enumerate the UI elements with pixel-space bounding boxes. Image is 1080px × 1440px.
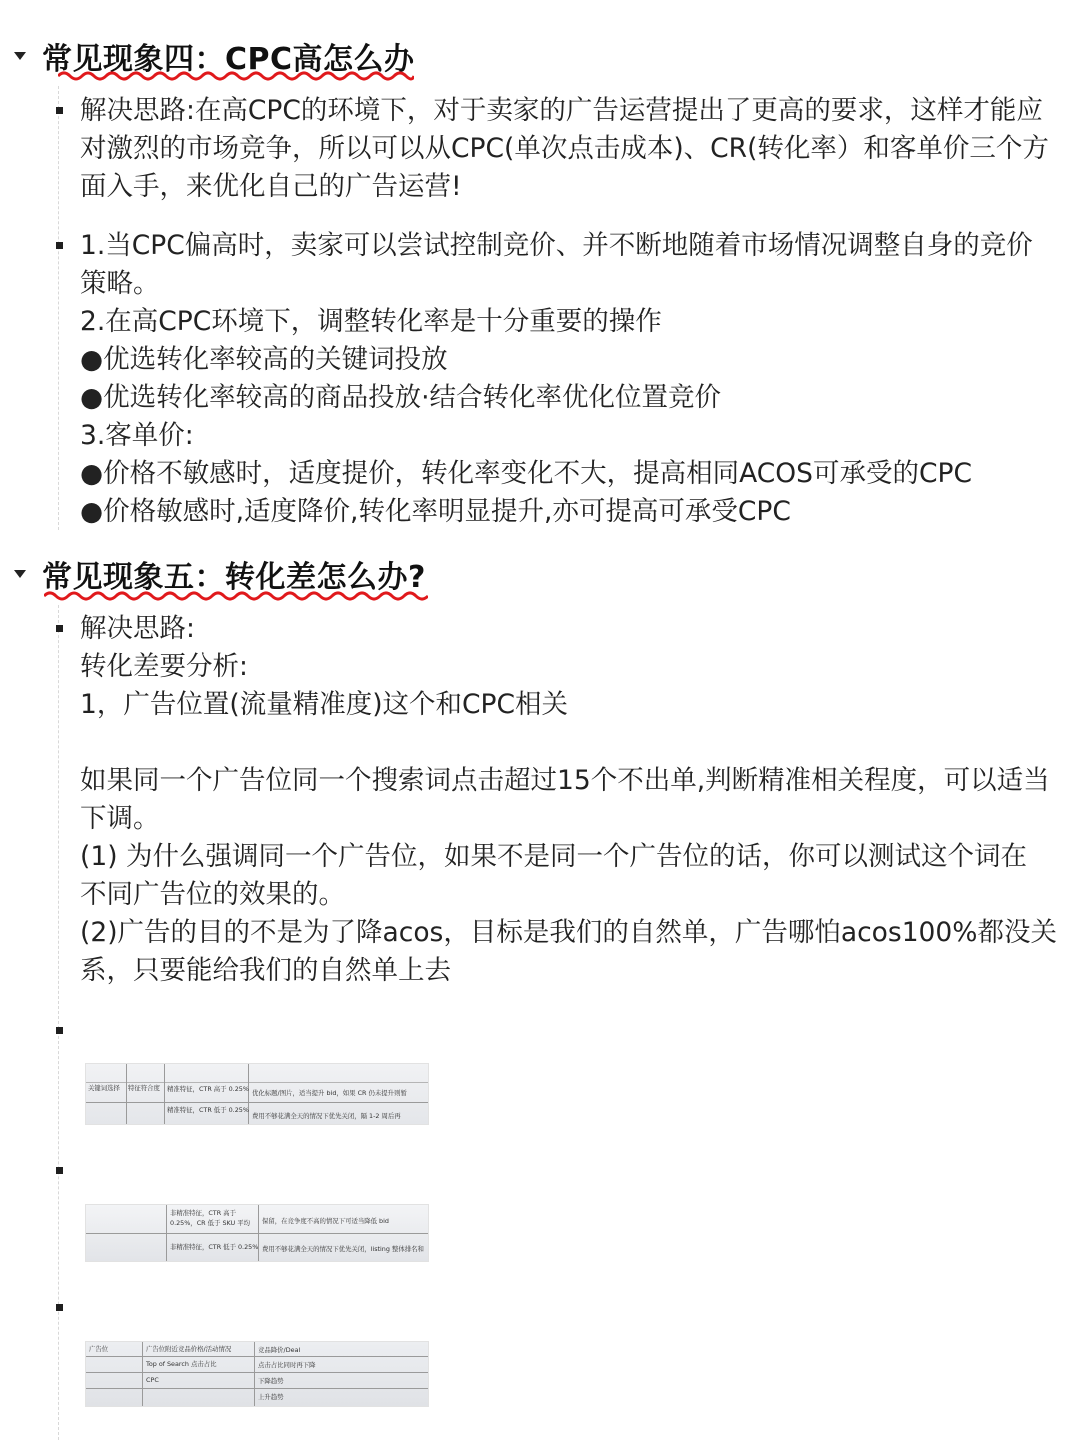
text-line: ●优选转化率较高的商品投放·结合转化率优化位置竞价 [80,382,722,413]
text-line: 解决思路:在高CPC的环境下，对于卖家的广告运营提出了更高的要求，这样才能应 [80,95,1043,126]
table-cell: 广告位 [89,1345,109,1353]
table-line [86,1102,428,1103]
text-line: 转化差要分析: [80,651,248,682]
collapse-caret-icon[interactable] [14,52,26,60]
section4-title: 常见现象四：CPC高怎么办 [42,42,415,77]
section5-item1 [80,610,1065,990]
text-line: 策略。 [80,268,160,299]
table-photo-1[interactable] [85,1063,429,1125]
table-photo-2[interactable] [85,1204,429,1262]
table-cell: 精准特征，CTR 低于 0.25% [167,1106,249,1114]
table-cell: 保留，在竞争度不高的情况下可适当降低 bid [262,1217,389,1225]
list-bullet [56,242,63,249]
table-line [126,1064,127,1124]
spellcheck-squiggle [58,70,414,82]
section5-title: 常见现象五：转化差怎么办? [42,560,426,595]
table-cell: CPC [146,1376,159,1384]
table-cell: 下降趋势 [258,1377,284,1385]
table-cell: 非精准特征，CTR 低于 0.25% [170,1243,259,1251]
table-line [248,1064,249,1124]
text-line: ●价格不敏感时，适度提价，转化率变化不大，提高相同ACOS可承受的CPC [80,458,972,489]
text-line [80,724,1065,762]
list-bullet [56,1167,63,1174]
table-line [254,1342,255,1406]
table-line [86,1233,428,1234]
table-cell: 特征符合度 [128,1084,160,1092]
table-cell: 非精准特征，CTR 高于 [170,1209,236,1217]
list-bullet [56,1027,63,1034]
text-line: (2)广告的目的不是为了降acos，目标是我们的自然单，广告哪怕acos100%都没关 [80,917,1057,948]
text-line: 不同广告位的效果的。 [80,879,345,910]
table-line [142,1342,143,1406]
indent-guide [58,86,59,530]
text-line: 2.在高CPC环境下，调整转化率是十分重要的操作 [80,306,662,337]
section4-item1 [80,92,1065,206]
table-cell: 点击占比同时再下降 [258,1361,316,1369]
table-cell: Top of Search 点击占比 [146,1360,217,1368]
text-line: 解决思路: [80,613,195,644]
table-line [164,1064,165,1124]
text-line: 3.客单价: [80,420,194,451]
table-cell: 优化标题/图片，适当提升 bid，如果 CR 仍未提升则暂 [252,1089,407,1097]
indent-guide [58,605,59,1440]
table-photo-3[interactable] [85,1341,429,1407]
collapse-caret-icon[interactable] [14,570,26,578]
table-cell: 费用不够花满全天的情况下优先关闭，隔 1-2 周后再 [252,1112,401,1120]
table-line [86,1082,428,1083]
text-line: 对激烈的市场竞争，所以可以从CPC(单次点击成本)、CR(转化率）和客单价三个方 [80,133,1049,164]
table-cell: 关键词选择 [88,1084,120,1092]
text-line: (1) 为什么强调同一个广告位，如果不是同一个广告位的话，你可以测试这个词在 [80,841,1027,872]
text-line: 下调。 [80,803,160,834]
table-line [258,1205,259,1261]
list-bullet [56,107,63,114]
list-bullet [56,1304,63,1311]
text-line: 面入手，来优化自己的广告运营! [80,171,462,202]
table-cell: 广告位附近竞品价格/活动情况 [146,1345,232,1353]
table-line [86,1356,428,1357]
table-line [166,1205,167,1261]
table-cell: 费用不够花满全天的情况下优先关闭，listing 整体排名和 [262,1245,424,1253]
table-cell: 0.25%，CR 低于 SKU 平均 [170,1219,251,1227]
table-line [86,1388,428,1389]
text-line: 1，广告位置(流量精准度)这个和CPC相关 [80,689,569,720]
text-line: 1.当CPC偏高时，卖家可以尝试控制竞价、并不断地随着市场情况调整自身的竞价 [80,230,1033,261]
section4-item2 [80,227,1065,531]
table-line [86,1372,428,1373]
table-cell: 上升趋势 [258,1393,284,1401]
spellcheck-squiggle [44,590,428,602]
text-line: 系，只要能给我们的自然单上去 [80,955,451,986]
text-line: ●价格敏感时,适度降价,转化率明显提升,亦可提高可承受CPC [80,496,791,527]
text-line: ●优选转化率较高的关键词投放 [80,344,448,375]
table-cell: 竞品降价/Deal [258,1346,301,1354]
table-cell: 精准特征，CTR 高于 0.25% [167,1085,249,1093]
text-line: 如果同一个广告位同一个搜索词点击超过15个不出单,判断精准相关程度，可以适当 [80,765,1050,796]
list-bullet [56,625,63,632]
